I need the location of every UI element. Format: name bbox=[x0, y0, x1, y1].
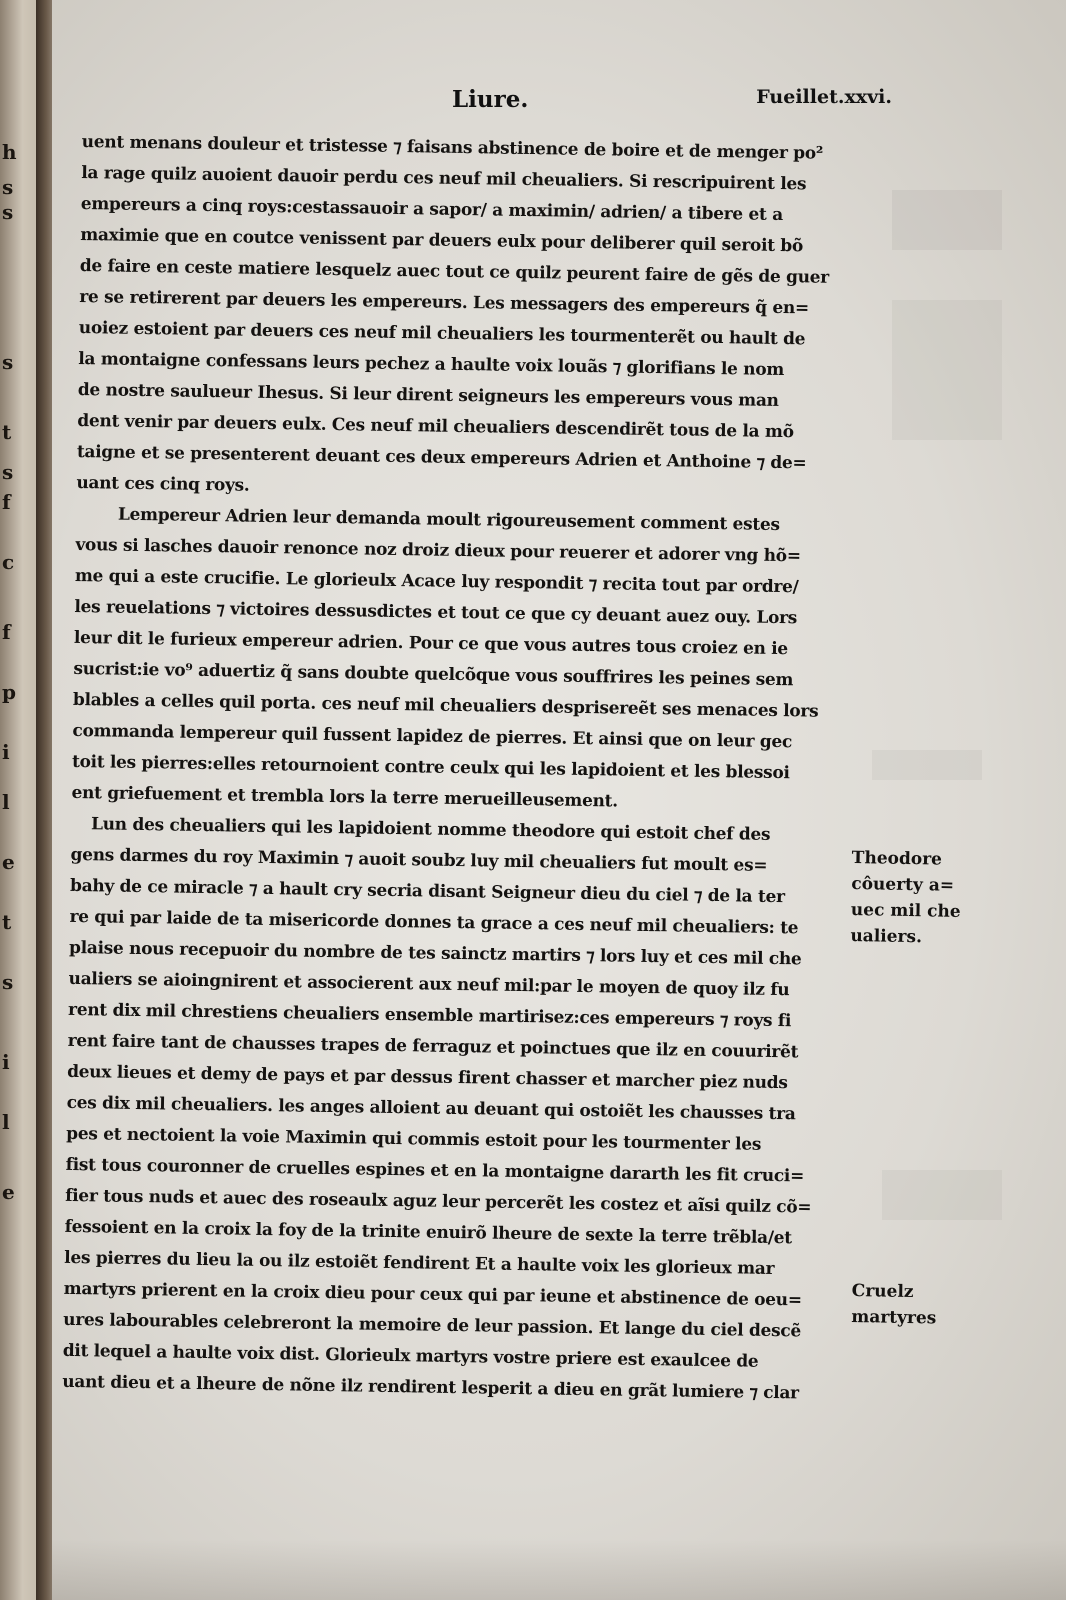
text-line: taigne et se presenterent deuant ces deux empereurs Adrien et Anthoine ⁊ de= bbox=[76, 441, 807, 474]
margin-note-line: martyres bbox=[851, 1306, 937, 1329]
text-line: re qui par laide de ta misericorde donnes ta grace a ces neuf mil cheualiers: te bbox=[69, 906, 799, 939]
text-line: ent griefuement et trembla lors la terre merueilleusement. bbox=[71, 782, 618, 812]
text-line: martyrs prierent en la croix dieu pour ceux qui par ieune et abstinence de oeu= bbox=[63, 1278, 802, 1311]
text-line: uent menans douleur et tristesse ⁊ faisans abstinence de boire et de menger po² bbox=[81, 131, 824, 164]
text-line: plaise nous recepuoir du nombre de tes sainctz martirs ⁊ lors luy et ces mil che bbox=[68, 937, 802, 970]
text-line: empereurs a cinq roys:cestassauoir a sapor/ a maximin/ adrien/ a tibere et a bbox=[80, 193, 784, 226]
text-line: me qui a este crucifie. Le glorieulx Acace luy respondit ⁊ recita tout par ordre/ bbox=[74, 565, 799, 598]
text-line: toit les pierres:elles retournoient contre ceulx qui les lapidoient et les blessoi bbox=[71, 751, 790, 784]
text-line: fist tous couronner de cruelles espines et en la montaigne dararth les fit cruci= bbox=[65, 1154, 805, 1187]
margin-note-line: uec mil che bbox=[850, 899, 961, 922]
text-line: commanda lempereur quil fussent lapidez de pierres. Et ainsi que on leur gec bbox=[72, 720, 793, 753]
text-line: ualiers se aioingnirent et associerent aux neuf mil:par le moyen de quoy ilz fu bbox=[68, 968, 790, 1001]
text-line: leur dit le furieux empereur adrien. Pour ce que vous autres tous croiez en ie bbox=[73, 627, 789, 660]
running-title: Liure. bbox=[452, 86, 529, 113]
text-line: pes et nectoient la voie Maximin qui commis estoit pour les tourmenter les bbox=[66, 1123, 762, 1155]
text-line: re se retirerent par deuers les empereurs. Les messagers des empereurs q̃ en= bbox=[79, 286, 810, 319]
text-line: de faire en ceste matiere lesquelz auec tout ce quilz peurent faire de gẽs de guer bbox=[79, 255, 830, 288]
paragraph-start-line: Lun des cheualiers qui les lapidoient nomme theodore qui estoit chef des bbox=[90, 814, 771, 845]
text-line: bahy de ce miracle ⁊ a hault cry secria disant Seigneur dieu du ciel ⁊ de la ter bbox=[69, 875, 785, 908]
text-line: maximie que en coutce venissent par deuers eulx pour deliberer quil seroit bõ bbox=[80, 224, 804, 257]
text-line: la montaigne confessans leurs pechez a haulte voix louãs ⁊ glorifians le nom bbox=[78, 348, 785, 381]
text-line: gens darmes du roy Maximin ⁊ auoit soubz luy mil cheualiers fut moult es= bbox=[70, 844, 768, 876]
text-line: deux lieues et demy de pays et par dessus firent chasser et marcher piez nuds bbox=[66, 1061, 788, 1094]
text-line: ces dix mil cheualiers. les anges alloient au deuant qui ostoiẽt les chausses tra bbox=[66, 1092, 796, 1125]
text-line: fier tous nuds et auec des roseaulx aguz leur percerẽt les costez et aĩsi quilz cõ= bbox=[65, 1185, 812, 1218]
folio-number: Fueillet.xxvi. bbox=[756, 86, 892, 108]
text-line: sucrist:ie vo⁹ aduertiz q̃ sans doubte quelcõque vous souffrires les peines sem bbox=[73, 658, 794, 691]
text-line: vous si lasches dauoir renonce noz droiz dieux pour reuerer et adorer vng hõ= bbox=[75, 534, 801, 567]
text-line: la rage quilz auoient dauoir perdu ces neuf mil cheualiers. Si rescripuirent les bbox=[81, 162, 807, 195]
margin-note-martyrs bbox=[851, 1278, 1002, 1333]
text-line: uant ces cinq roys. bbox=[76, 472, 250, 496]
text-line: fessoient en la croix la foy de la trinite enuirõ lheure de sexte la terre trẽbla/et bbox=[64, 1216, 792, 1249]
text-line: rent dix mil chrestiens cheualiers ensemble martirisez:ces empereurs ⁊ roys fi bbox=[67, 999, 792, 1032]
text-line: blables a celles quil porta. ces neuf mil cheualiers desprisereẽt ses menaces lors bbox=[72, 689, 819, 722]
text-line: rent faire tant de chausses trapes de ferraguz et poinctues que ilz en couurirẽt bbox=[67, 1030, 799, 1063]
text-line: dit lequel a haulte voix dist. Glorieulx martyrs vostre priere est exaulcee de bbox=[62, 1340, 759, 1372]
show-through-shadow bbox=[892, 190, 1002, 250]
text-line: les reuelations ⁊ victoires dessusdictes et tout ce que cy deuant auez ouy. Lors bbox=[74, 596, 798, 629]
page-bottom-shadow bbox=[52, 1540, 1066, 1600]
text-line: uant dieu et a lheure de nõne ilz rendirent lesperit a dieu en grãt lumiere ⁊ clar bbox=[62, 1371, 799, 1404]
text-line: uoiez estoient par deuers ces neuf mil cheualiers les tourmenterẽt ou hault de bbox=[78, 317, 806, 350]
margin-note-line: ualiers. bbox=[850, 925, 923, 948]
text-line: les pierres du lieu la ou ilz estoiẽt fendirent Et a haulte voix les glorieux mar bbox=[64, 1247, 775, 1280]
text-line: ures labourables celebreront la memoire de leur passion. Et lange du ciel descẽ bbox=[63, 1309, 802, 1342]
margin-note-line: côuerty a= bbox=[851, 873, 955, 896]
facing-page-edge: h s s s t s f c f p i l e t s i l e bbox=[0, 0, 50, 1600]
page-header bbox=[412, 80, 892, 120]
show-through-shadow bbox=[892, 300, 1002, 440]
book-page bbox=[52, 0, 1066, 1600]
margin-note-line: Cruelz bbox=[851, 1280, 914, 1303]
main-text-block bbox=[62, 127, 900, 1411]
show-through-shadow bbox=[882, 1170, 1002, 1220]
text-line: dent venir par deuers eulx. Ces neuf mil cheualiers descendirẽt tous de la mõ bbox=[77, 410, 794, 443]
paragraph-start-line: Lempereur Adrien leur demanda moult rigoureusement comment estes bbox=[117, 504, 780, 536]
margin-note-theodore bbox=[850, 845, 1002, 952]
margin-note-line: Theodore bbox=[851, 847, 943, 870]
text-line: de nostre saulueur Ihesus. Si leur dirent seigneurs les empereurs vous man bbox=[77, 379, 779, 411]
